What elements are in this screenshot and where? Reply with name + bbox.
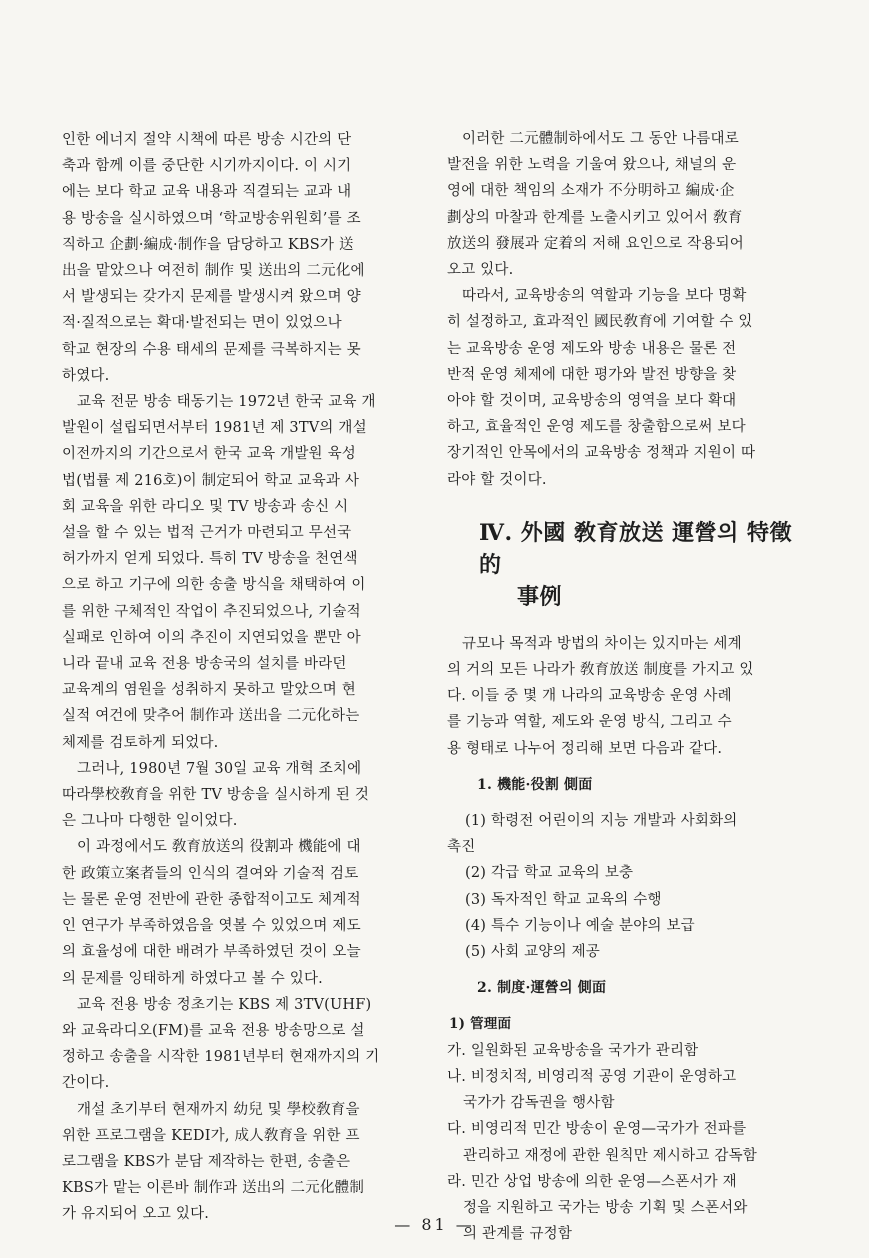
text-line: 를 위한 구체적인 작업이 추진되었으나, 기술적 <box>62 603 361 620</box>
text-line: 따라서, 교육방송의 역할과 기능을 보다 명확 <box>462 288 747 305</box>
section-title-line: 事例 <box>517 583 563 610</box>
text-line: KBS가 맡는 이른바 制作과 送出의 二元化體制 <box>62 1180 365 1197</box>
text-line: 장기적인 안목에서의 교육방송 정책과 지원이 따 <box>447 445 756 462</box>
page-number: — 81 — <box>394 1215 475 1234</box>
section-title-line: Ⅳ. 外國 敎育放送 運營의 特徵的 <box>479 519 793 578</box>
text-line: 하고, 효율적인 운영 제도를 창출함으로써 보다 <box>447 419 746 436</box>
list-item: 의 관계를 규정함 <box>463 1226 573 1243</box>
text-line: 이러한 二元體制하에서도 그 동안 나름대로 <box>462 131 739 147</box>
list-item: 나. 비정치적, 비영리적 공영 기관이 운영하고 <box>447 1068 737 1085</box>
text-line: 학교 현장의 수용 태세의 문제를 극복하지는 못 <box>62 341 361 358</box>
text-line: 교육계의 염원을 성취하지 못하고 말았으며 현 <box>62 682 356 699</box>
text-line: 인한 에너지 절약 시책에 따른 방송 시간의 단 <box>62 132 352 148</box>
text-line: 그러나, 1980년 7월 30일 교육 개혁 조치에 <box>77 760 362 777</box>
text-line: 규모나 목적과 방법의 차이는 있지마는 세계 <box>462 635 742 652</box>
text-line: 간이다. <box>62 1075 110 1092</box>
list-item: 다. 비영리적 민간 방송이 운영—국가가 전파를 <box>447 1121 747 1138</box>
list-item: (4) 특수 기능이나 예술 분야의 보급 <box>465 917 695 934</box>
text-line: 정하고 송출을 시작한 1981년부터 현재까지의 기 <box>62 1049 380 1066</box>
text-line: 설을 할 수 있는 법적 근거가 마련되고 무선국 <box>62 525 352 542</box>
text-line: 용 방송을 실시하였으며 ‘학교방송위원회’를 조 <box>62 210 361 227</box>
text-line: 교육 전용 방송 정초기는 KBS 제 3TV(UHF) <box>77 996 372 1013</box>
text-line: 이전까지의 기간으로서 한국 교육 개발원 육성 <box>62 446 356 463</box>
section-title <box>479 517 807 613</box>
text-line: 아야 할 것이며, 교육방송의 영역을 보다 확대 <box>447 393 737 410</box>
subsection-heading: 2. 制度·運營의 側面 <box>477 980 607 997</box>
text-line: 체제를 검토하게 되었다. <box>62 734 219 751</box>
text-line: 실적 여건에 맞추어 制作과 送出을 二元化하는 <box>62 708 360 725</box>
text-line: 는 교육방송 운영 제도와 방송 내용은 물론 전 <box>447 340 737 357</box>
text-line: 히 설정하고, 효과적인 國民敎育에 기여할 수 있 <box>447 314 753 331</box>
text-line: 에는 보다 학교 교육 내용과 직결되는 교과 내 <box>62 184 352 201</box>
text-line: 한 政策立案者들의 인식의 결여와 기술적 검토 <box>62 865 359 882</box>
list-item: 관리하고 재정에 관한 원칙만 제시하고 감독함 <box>463 1147 757 1164</box>
text-line: 이 과정에서도 敎育放送의 役割과 機能에 대 <box>77 839 361 856</box>
right-column <box>447 126 807 1247</box>
text-line: 적·질적으로는 확대·발전되는 면이 있었으나 <box>62 315 342 332</box>
text-line: 를 기능과 역할, 제도와 운영 방식, 그리고 수 <box>447 714 732 731</box>
text-line: 放送의 發展과 定着의 저해 요인으로 작용되어 <box>447 235 744 252</box>
subsection-heading: 1. 機能·役割 側面 <box>477 776 593 793</box>
text-line: 교육 전문 방송 태동기는 1972년 한국 교육 개 <box>77 394 376 411</box>
text-line: 出을 맡았으나 여전히 制作 및 送出의 二元化에 <box>62 263 365 280</box>
text-line: 으로 하고 기구에 의한 송출 방식을 채택하여 이 <box>62 577 366 594</box>
text-line: 하였다. <box>62 367 110 384</box>
left-column <box>62 127 420 1228</box>
text-line: 니라 끝내 교육 전용 방송국의 설치를 바라던 <box>62 656 347 673</box>
text-line: 용 형태로 나누어 정리해 보면 다음과 같다. <box>447 740 723 757</box>
text-line: 의 문제를 잉태하게 하였다고 볼 수 있다. <box>62 970 323 987</box>
text-line: 의 효율성에 대한 배려가 부족하였던 것이 오늘 <box>62 944 361 961</box>
list-item: (2) 각급 학교 교육의 보충 <box>465 865 634 882</box>
list-item: 가. 일원화된 교육방송을 국가가 관리함 <box>447 1042 699 1059</box>
text-line: 劃상의 마찰과 한계를 노출시키고 있어서 敎育 <box>447 209 743 226</box>
list-item: (3) 독자적인 학교 교육의 수행 <box>465 891 662 908</box>
text-line: 법(법률 제 216호)이 制定되어 학교 교육과 사 <box>62 472 360 489</box>
text-line: 가 유지되어 오고 있다. <box>62 1206 210 1223</box>
text-line: 서 발생되는 갖가지 문제를 발생시켜 왔으며 양 <box>62 289 361 306</box>
text-line: 발전을 위한 노력을 기울여 왔으나, 채널의 운 <box>447 157 737 174</box>
text-line: 따라學校敎育을 위한 TV 방송을 실시하게 된 것 <box>62 787 370 804</box>
text-line: 로그램을 KBS가 분담 제작하는 한편, 송출은 <box>62 1153 351 1170</box>
text-line: 라야 할 것이다. <box>447 471 547 488</box>
list-item: (5) 사회 교양의 제공 <box>465 944 601 961</box>
text-line: 개설 초기부터 현재까지 幼兒 및 學校敎育을 <box>77 1101 360 1118</box>
text-line: 인 연구가 부족하였음을 엿볼 수 있었으며 제도 <box>62 918 361 935</box>
text-line: 실패로 인하여 이의 추진이 지연되었을 뿐만 아 <box>62 629 361 646</box>
text-line: 축과 함께 이를 중단한 시기까지이다. 이 시기 <box>62 158 352 175</box>
list-item: 국가가 감독권을 행사함 <box>463 1095 615 1112</box>
text-line: 허가까지 얻게 되었다. 특히 TV 방송을 천연색 <box>62 551 358 568</box>
text-line: 영에 대한 책임의 소재가 不分明하고 編成·企 <box>447 183 735 200</box>
text-line: 다. 이들 중 몇 개 나라의 교육방송 운영 사례 <box>447 688 732 705</box>
text-line: 회 교육을 위한 라디오 및 TV 방송과 송신 시 <box>62 498 349 515</box>
list-item: (1) 학령전 어린이의 지능 개발과 사회화의 <box>465 813 738 830</box>
text-line: 직하고 企劃·編成·制作을 담당하고 KBS가 送 <box>62 236 354 253</box>
sub-subsection-heading: 1) 管理面 <box>449 1016 512 1033</box>
list-item: 정을 지원하고 국가는 방송 기획 및 스폰서와 <box>463 1199 748 1216</box>
text-line: 반적 운영 체제에 대한 평가와 발전 방향을 찾 <box>447 366 737 383</box>
text-line: 은 그나마 다행한 일이었다. <box>62 813 238 830</box>
list-item: 촉진 <box>447 839 476 856</box>
text-line: 와 교육라디오(FM)를 교육 전용 방송망으로 설 <box>62 1022 365 1039</box>
text-line: 위한 프로그램을 KEDI가, 成人敎育을 위한 프 <box>62 1127 360 1144</box>
text-line: 발원이 설립되면서부터 1981년 제 3TV의 개설 <box>62 420 367 437</box>
text-line: 오고 있다. <box>447 262 514 279</box>
text-line: 의 거의 모든 나라가 敎育放送 制度를 가지고 있 <box>447 662 754 679</box>
list-item: 라. 민간 상업 방송에 의한 운영—스폰서가 재 <box>447 1173 737 1190</box>
text-line: 는 물론 운영 전반에 관한 종합적이고도 체계적 <box>62 891 361 908</box>
